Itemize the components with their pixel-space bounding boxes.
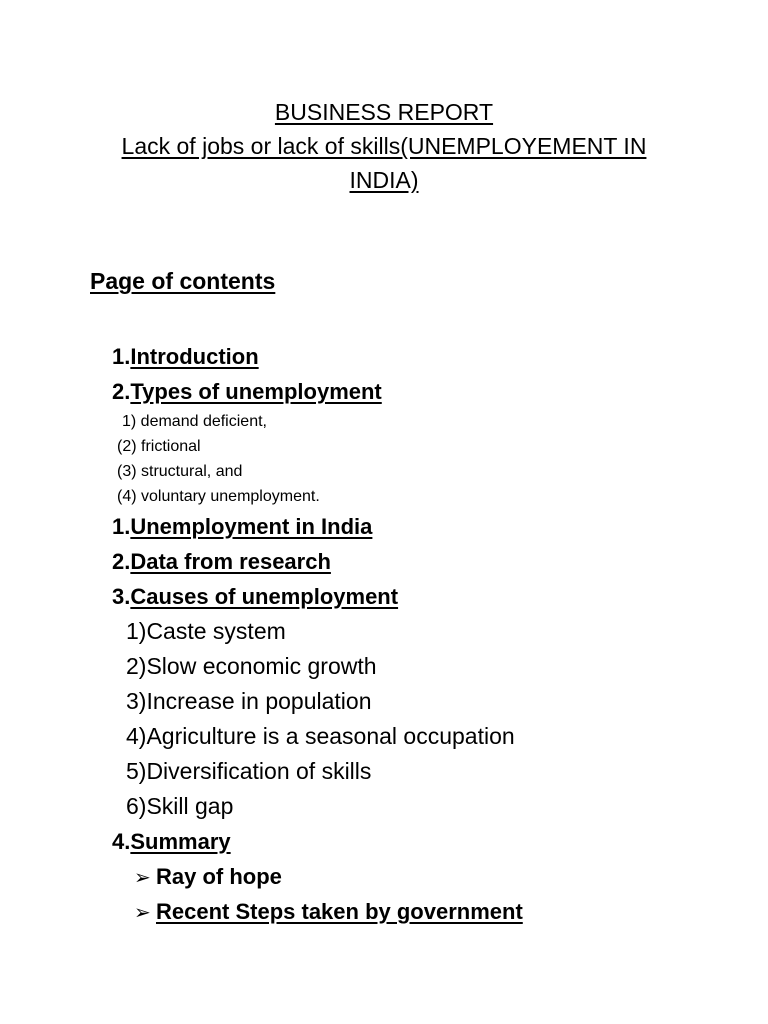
toc-item-introduction: [112, 339, 732, 374]
table-of-contents: [112, 339, 732, 929]
summary-point-ray-of-hope: [112, 859, 732, 894]
toc-item-number: 2.: [112, 379, 131, 404]
type-item-frictional: (2) frictional: [117, 438, 201, 455]
toc-item-types-of-unemployment: [112, 374, 732, 409]
toc-item-label: Introduction: [130, 344, 259, 369]
toc-item-label: Summary: [130, 829, 231, 854]
toc-item-number: 2.: [112, 549, 131, 574]
toc-item-data-from-research: [112, 544, 732, 579]
type-item-demand-deficient: 1) demand deficient,: [122, 413, 267, 430]
cause-item-increase-in-population: 3)Increase in population: [126, 688, 372, 714]
cause-item-slow-economic-growth: 2)Slow economic growth: [126, 653, 377, 679]
toc-item-number: 3.: [112, 584, 131, 609]
arrow-bullet-icon: ➢: [134, 902, 151, 924]
cause-item-skill-gap: 6)Skill gap: [126, 793, 234, 819]
cause-item-agriculture-seasonal: 4)Agriculture is a seasonal occupation: [126, 723, 515, 749]
toc-item-number: 1.: [112, 514, 131, 539]
type-item-structural: (3) structural, and: [117, 463, 243, 480]
summary-point-recent-steps: [112, 894, 732, 929]
report-title-line2: Lack of jobs or lack of skills(UNEMPLOYEMENT IN: [121, 133, 647, 159]
type-item-voluntary: (4) voluntary unemployment.: [117, 488, 320, 505]
toc-item-causes-of-unemployment: [112, 579, 732, 614]
summary-point-label: Recent Steps taken by government: [156, 899, 523, 924]
contents-heading: Page of contents: [90, 268, 276, 294]
toc-item-label: Causes of unemployment: [130, 584, 399, 609]
toc-item-label: Unemployment in India: [130, 514, 373, 539]
arrow-bullet-icon: ➢: [134, 867, 151, 889]
cause-item-diversification-of-skills: 5)Diversification of skills: [126, 758, 372, 784]
report-title-block: [60, 95, 708, 197]
toc-item-label: Data from research: [130, 549, 331, 574]
toc-item-label: Types of unemployment: [130, 379, 382, 404]
toc-item-number: 4.: [112, 829, 131, 854]
report-title-line3: INDIA): [349, 167, 419, 193]
toc-item-unemployment-in-india: [112, 509, 732, 544]
toc-item-number: 1.: [112, 344, 131, 369]
toc-item-summary: [112, 824, 732, 859]
report-title-line1: BUSINESS REPORT: [274, 99, 494, 125]
summary-point-label: Ray of hope: [156, 864, 282, 889]
cause-item-caste-system: 1)Caste system: [126, 618, 286, 644]
